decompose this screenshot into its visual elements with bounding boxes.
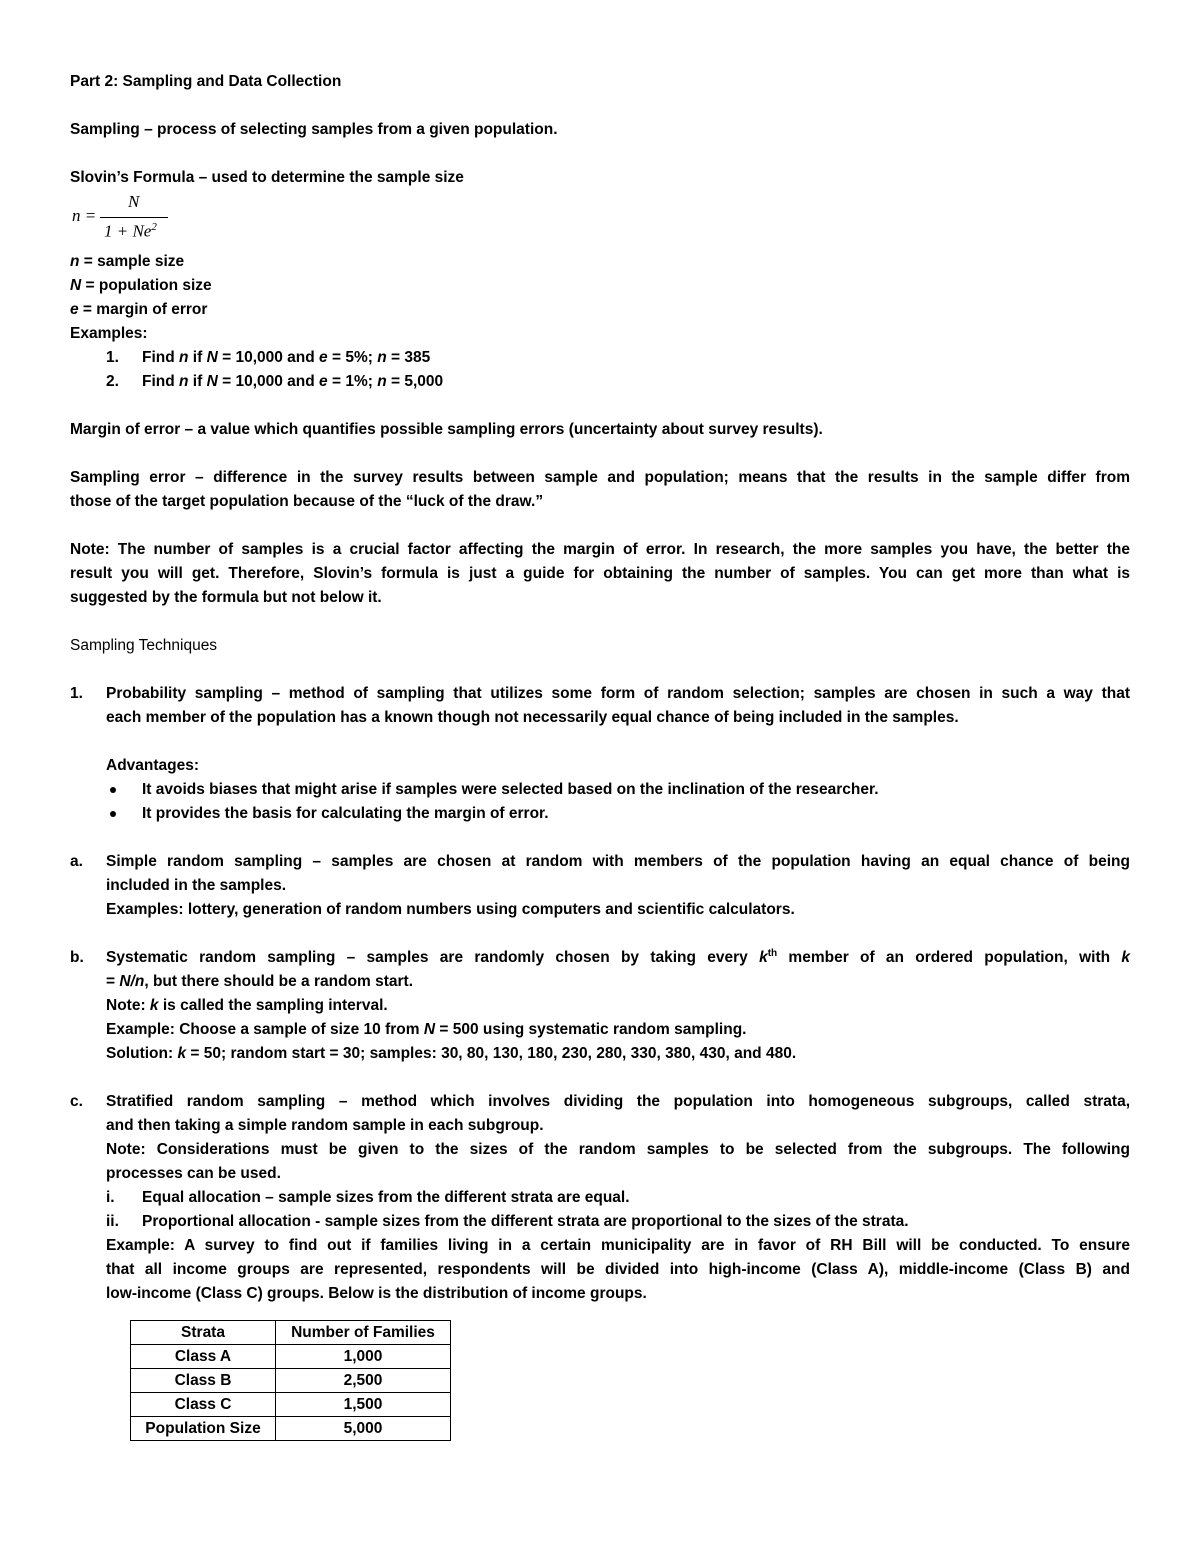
sampling-definition: Sampling – process of selecting samples from a given population.: [70, 121, 558, 138]
note-line-3: suggested by the formula but not below it.: [70, 589, 382, 606]
allocation-item: ii. Proportional allocation - sample sizes from the different strata are proportional to the sizes of the strata.: [106, 1213, 909, 1230]
systematic-solution: Solution: k = 50; random start = 30; samples: 30, 80, 130, 180, 230, 280, 330, 380, 430, and 480.: [106, 1045, 797, 1062]
definition-n: n = sample size: [70, 253, 185, 270]
table-cell: Class C: [131, 1393, 276, 1417]
formula-numerator: N: [128, 192, 140, 211]
allocation-item: i. Equal allocation – sample sizes from the different strata are equal.: [106, 1189, 630, 1206]
definition-e: e = margin of error: [70, 301, 208, 318]
stratified-note-line-1: Note: Considerations must be given to the sizes of the random samples to be selected from the subgroups. The following: [106, 1141, 1130, 1158]
simple-random-examples: Examples: lottery, generation of random numbers using computers and scientific calculators.: [106, 901, 795, 918]
techniques-heading: Sampling Techniques: [70, 637, 218, 654]
table-cell: 2,500: [276, 1369, 451, 1393]
stratified-note-line-2: processes can be used.: [106, 1165, 281, 1182]
advantage-item: It avoids biases that might arise if samples were selected based on the inclination of the researcher.: [70, 778, 1130, 802]
stratified-example-line-3: low-income (Class C) groups. Below is the distribution of income groups.: [106, 1285, 647, 1302]
formula-lhs: n =: [72, 206, 97, 225]
table-row: [131, 1393, 451, 1417]
page-title: Part 2: Sampling and Data Collection: [70, 73, 342, 90]
formula-denominator: $1 + Ne^2$: [104, 221, 157, 241]
table-cell: 1,000: [276, 1345, 451, 1369]
table-cell: Population Size: [131, 1417, 276, 1441]
table-header-cell: Number of Families: [276, 1321, 451, 1345]
sampling-error-line-1: Sampling error – difference in the survey results between sample and population; means that the results in the sample differ from: [70, 469, 1130, 486]
slovin-heading: Slovin’s Formula – used to determine the sample size: [70, 169, 464, 186]
table-cell: 5,000: [276, 1417, 451, 1441]
probability-line-2: each member of the population has a known though not necessarily equal chance of being included in the samples.: [106, 709, 959, 726]
stratified-line-1: c. Stratified random sampling – method which involves dividing the population into homogeneous subgroups, called strata,: [70, 1093, 1130, 1110]
advantages-label: Advantages:: [106, 757, 200, 774]
table-cell: Class B: [131, 1369, 276, 1393]
stratified-example-line-1: Example: A survey to find out if families living in a certain municipality are in favor of RH Bill will be conducted. To ensure: [106, 1237, 1130, 1254]
note-line-2: result you will get. Therefore, Slovin’s formula is just a guide for obtaining the number of samples. You can get more than what is: [70, 565, 1130, 582]
slovin-formula: [70, 190, 1130, 250]
table-cell: Class A: [131, 1345, 276, 1369]
probability-line-1: 1. Probability sampling – method of sampling that utilizes some form of random selection; samples are chosen in such a way that: [70, 685, 1130, 702]
table-row: [131, 1345, 451, 1369]
systematic-line-2: = N/n, but there should be a random start.: [106, 973, 414, 990]
note-line-1: Note: The number of samples is a crucial factor affecting the margin of error. In research, the more samples you have, the better the: [70, 541, 1130, 558]
margin-of-error-definition: Margin of error – a value which quantifies possible sampling errors (uncertainty about survey results).: [70, 421, 823, 438]
bullet-icon: [110, 811, 116, 817]
sampling-error-line-2: those of the target population because of the “luck of the draw.”: [70, 493, 544, 510]
example-1: 1. Find n if N = 10,000 and e = 5%; n = 385: [106, 349, 431, 366]
systematic-note: Note: k is called the sampling interval.: [106, 997, 388, 1014]
simple-random-line-2: included in the samples.: [106, 877, 287, 894]
definition-N: N = population size: [70, 277, 212, 294]
table-row: [131, 1417, 451, 1441]
table-row: [131, 1369, 451, 1393]
systematic-example: Example: Choose a sample of size 10 from N = 500 using systematic random sampling.: [106, 1021, 747, 1038]
systematic-line-1: b. Systematic random sampling – samples are randomly chosen by taking every $k^{th}$ member of an ordered population, with k: [70, 947, 1130, 966]
stratified-line-2: and then taking a simple random sample in each subgroup.: [106, 1117, 544, 1134]
example-2: 2. Find n if N = 10,000 and e = 1%; n = 5,000: [106, 373, 444, 390]
document-content: [70, 70, 1130, 1441]
table-header-row: [131, 1321, 451, 1345]
advantage-item: It provides the basis for calculating the margin of error.: [70, 802, 1130, 826]
bullet-icon: [110, 787, 116, 793]
simple-random-line-1: a. Simple random sampling – samples are chosen at random with members of the population having an equal chance of being: [70, 853, 1130, 870]
strata-table: [130, 1320, 451, 1441]
stratified-example-line-2: that all income groups are represented, respondents will be divided into high-income (Class A), middle-income (Class B) and: [106, 1261, 1130, 1278]
table-header-cell: Strata: [131, 1321, 276, 1345]
fraction-bar: [100, 217, 168, 218]
table-cell: 1,500: [276, 1393, 451, 1417]
examples-label: Examples:: [70, 325, 148, 342]
